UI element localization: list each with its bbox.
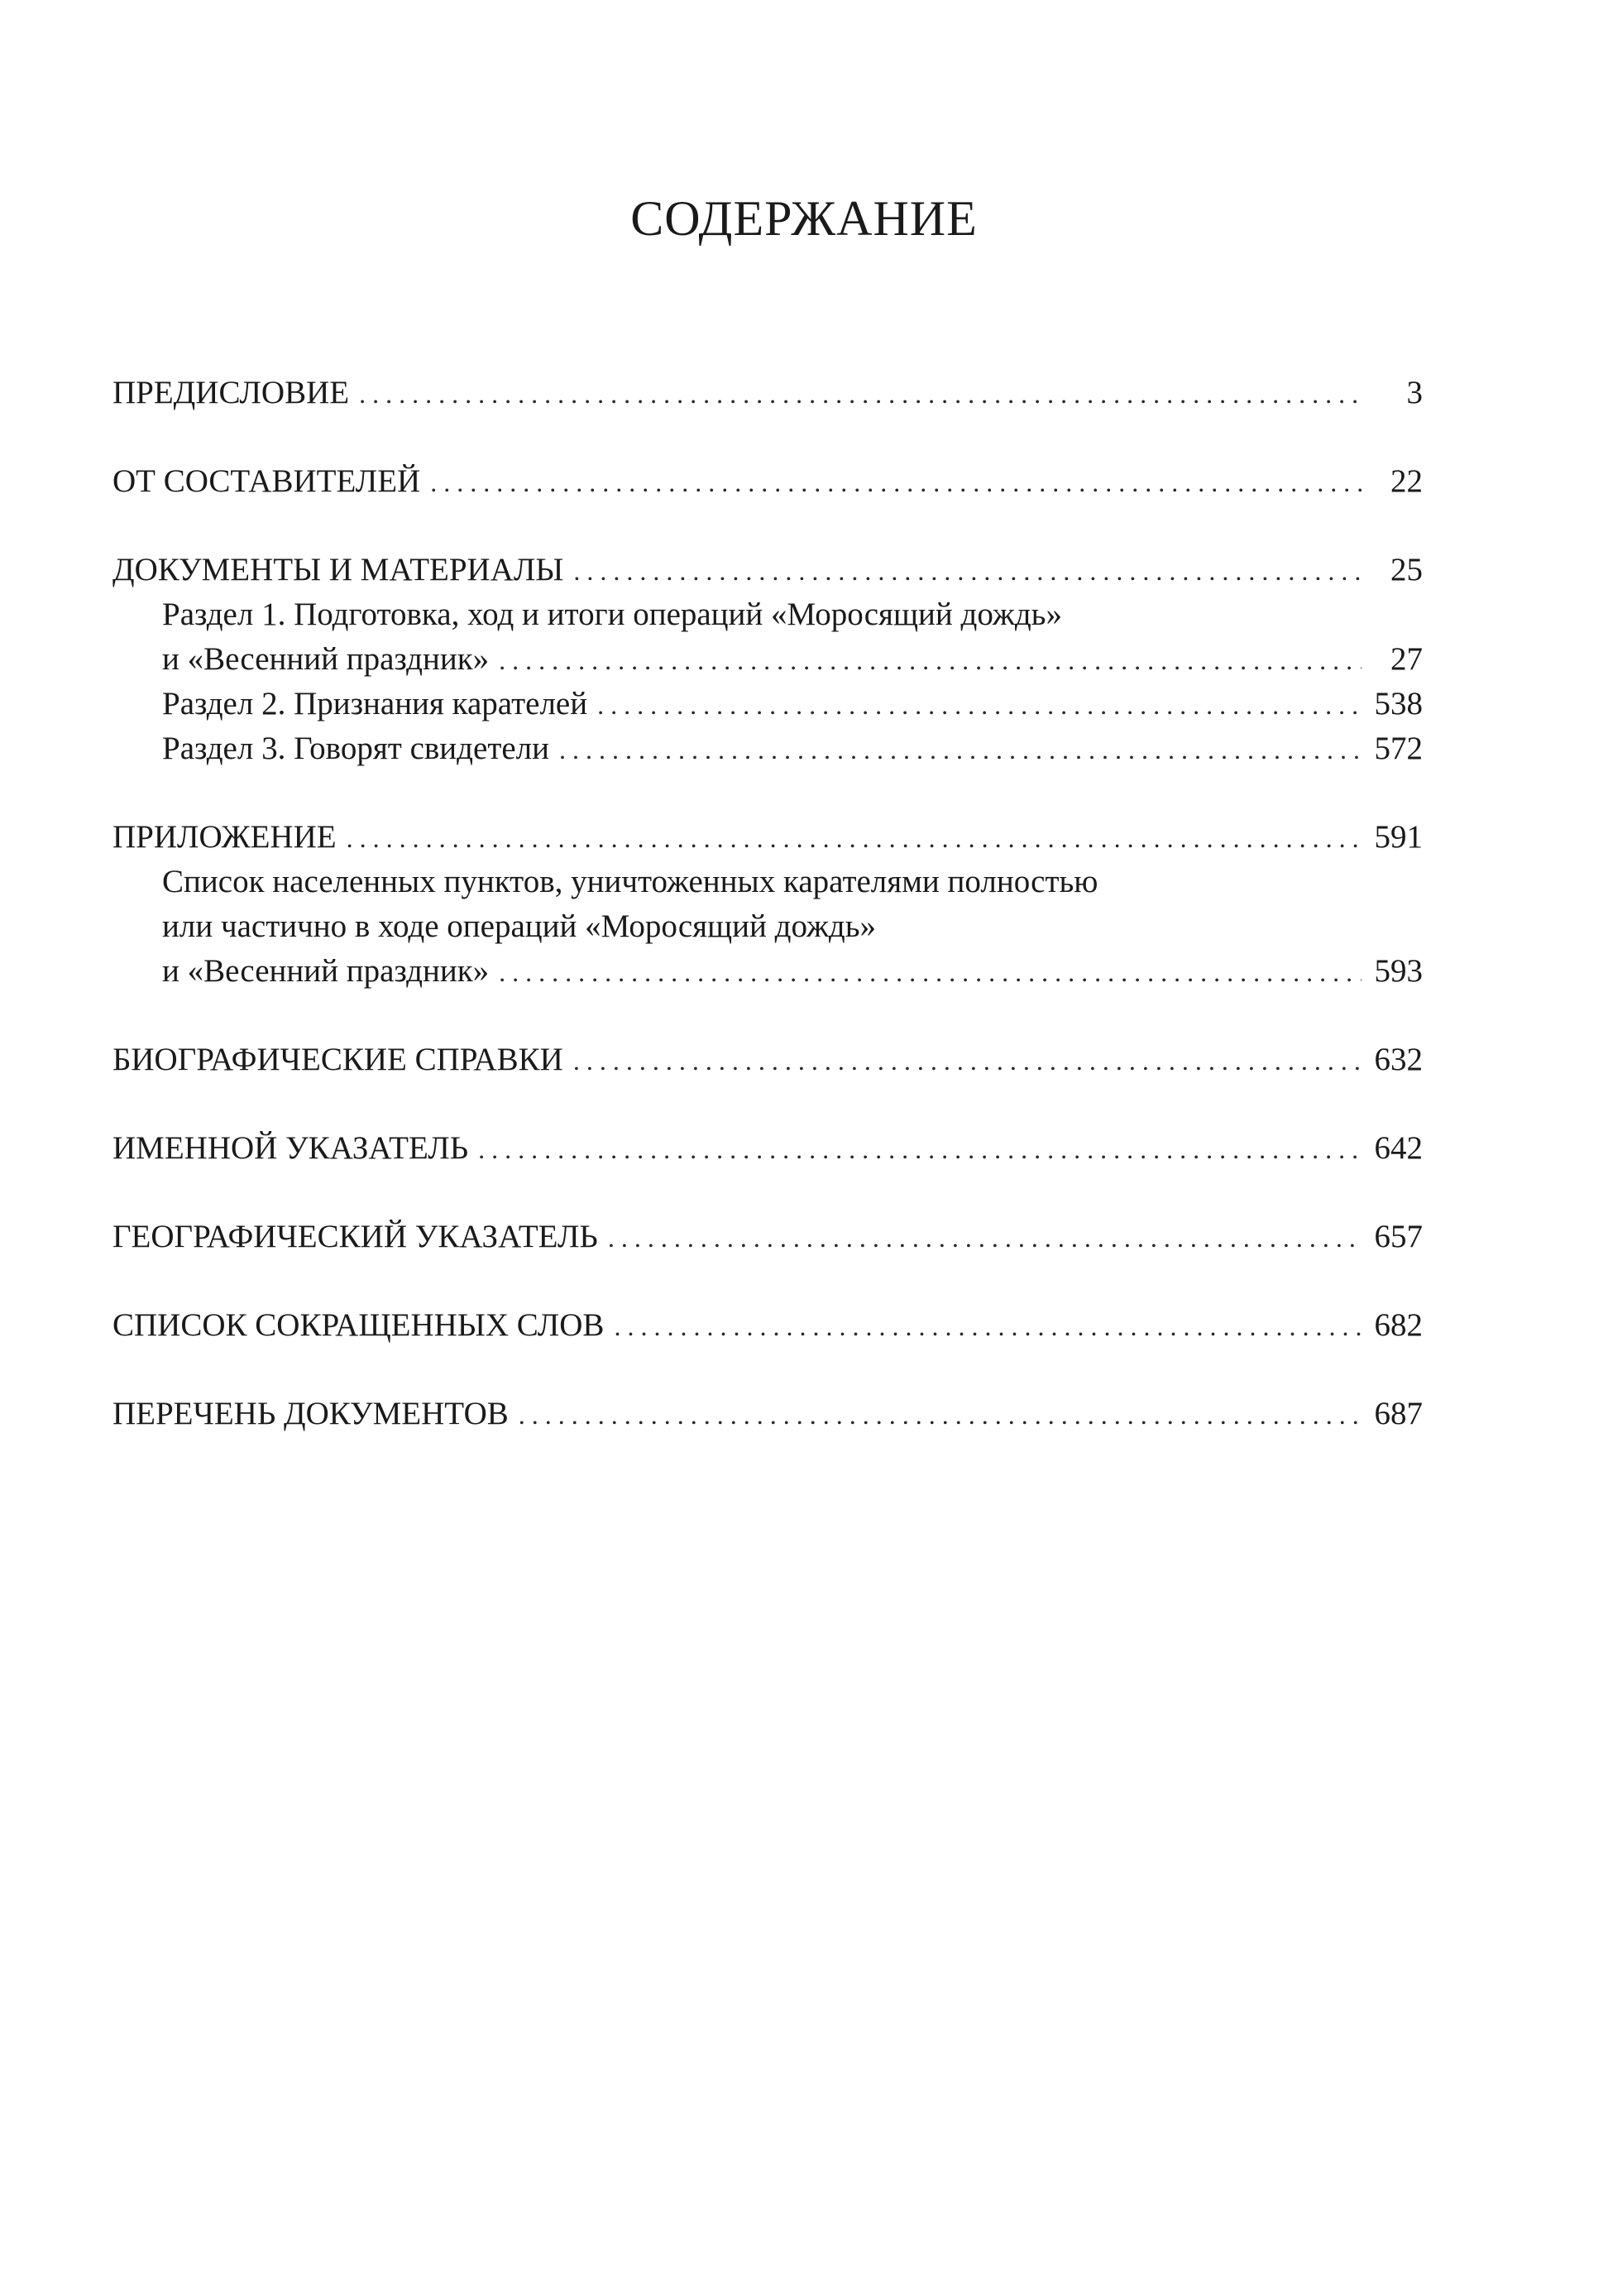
toc-entry-label: БИОГРАФИЧЕСКИЕ СПРАВКИ: [112, 1042, 563, 1077]
toc-entry-label: ДОКУМЕНТЫ И МАТЕРИАЛЫ: [112, 552, 564, 587]
toc-entry-name-index[interactable]: [112, 1126, 1423, 1171]
toc-subentry-section-2[interactable]: [112, 682, 1423, 726]
toc-entry-documents-list[interactable]: [112, 1392, 1423, 1436]
toc-entry-label: ГЕОГРАФИЧЕСКИЙ УКАЗАТЕЛЬ: [112, 1219, 598, 1254]
dot-leader: [347, 816, 1362, 860]
toc-entry-label: и «Весенний праздник»: [162, 953, 490, 989]
page-title: СОДЕРЖАНИЕ: [630, 191, 978, 246]
toc-entry-label: или частично в ходе операций «Моросящий дождь»: [162, 908, 877, 944]
dot-leader: [608, 1215, 1362, 1260]
toc-subentry-section-1-cont[interactable]: [112, 637, 1423, 682]
toc-page-number: 687: [1374, 1396, 1423, 1431]
toc-entry-biographies[interactable]: [112, 1038, 1423, 1082]
toc-entry-label: ПЕРЕЧЕНЬ ДОКУМЕНТОВ: [112, 1396, 509, 1431]
toc-page-number: 27: [1390, 641, 1423, 677]
toc-page-number: 538: [1374, 686, 1423, 721]
toc-page-number: 642: [1374, 1130, 1423, 1166]
toc-entry-label: СПИСОК СОКРАЩЕННЫХ СЛОВ: [112, 1307, 605, 1343]
toc-entry-label: ОТ СОСТАВИТЕЛЕЙ: [112, 463, 421, 499]
toc-page-number: 3: [1406, 375, 1423, 410]
toc-subentry-section-3[interactable]: [112, 726, 1423, 771]
dot-leader: [519, 1392, 1362, 1437]
dot-leader: [597, 683, 1362, 727]
toc-entry-documents[interactable]: [112, 548, 1423, 592]
toc-page-number: 682: [1374, 1307, 1423, 1343]
toc-entry-label: Список населенных пунктов, уничтоженных карателями полностью: [162, 864, 1098, 899]
toc-page-number: 591: [1374, 819, 1423, 855]
dot-leader: [359, 371, 1362, 416]
dot-leader: [499, 638, 1362, 683]
dot-leader: [614, 1304, 1362, 1349]
toc-page-number: 572: [1374, 731, 1423, 766]
dot-leader: [573, 549, 1362, 593]
toc-page-number: 593: [1374, 953, 1423, 989]
toc-entry-label: Раздел 1. Подготовка, ход и итоги операций «Моросящий дождь»: [162, 597, 1062, 632]
toc-page-number: 22: [1390, 463, 1423, 499]
dot-leader: [559, 727, 1362, 772]
toc-entry-abbreviations[interactable]: [112, 1303, 1423, 1348]
toc-entry-label: ПРИЛОЖЕНИЕ: [112, 819, 337, 855]
toc-page-number: 657: [1374, 1219, 1423, 1254]
table-of-contents: [112, 371, 1423, 1436]
toc-entry-label: Раздел 3. Говорят свидетели: [162, 731, 549, 766]
toc-subentry-settlements-list[interactable]: [112, 860, 1423, 904]
toc-entry-geo-index[interactable]: [112, 1215, 1423, 1259]
toc-entry-label: ПРЕДИСЛОВИЕ: [112, 375, 350, 410]
toc-page-number: 25: [1390, 552, 1423, 587]
dot-leader: [499, 950, 1362, 995]
toc-entry-label: ИМЕННОЙ УКАЗАТЕЛЬ: [112, 1130, 469, 1166]
dot-leader: [430, 460, 1362, 505]
toc-subentry-section-1[interactable]: [112, 592, 1423, 637]
toc-entry-preface[interactable]: [112, 371, 1423, 415]
dot-leader: [573, 1038, 1362, 1083]
dot-leader: [478, 1127, 1362, 1172]
toc-entry-label: Раздел 2. Признания карателей: [162, 686, 588, 721]
toc-subentry-settlements-list-cont[interactable]: [112, 904, 1423, 949]
toc-entry-appendix[interactable]: [112, 815, 1423, 860]
toc-entry-label: и «Весенний праздник»: [162, 641, 490, 677]
toc-page-number: 632: [1374, 1042, 1423, 1077]
toc-entry-from-compilers[interactable]: [112, 459, 1423, 504]
toc-subentry-settlements-list-end[interactable]: [112, 949, 1423, 994]
